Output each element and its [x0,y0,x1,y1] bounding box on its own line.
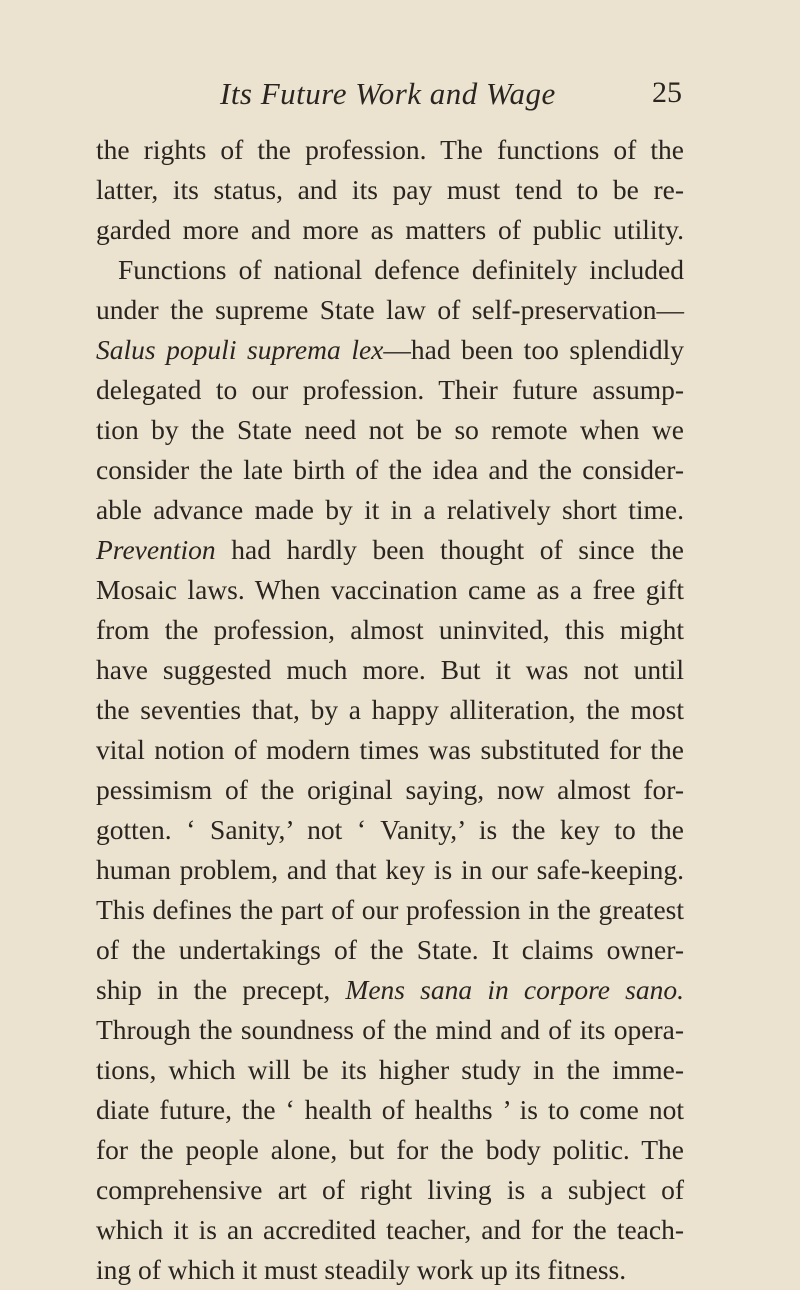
text-line: Functions of national defence definitely included [118,254,684,285]
emphasis-word: Prevention [96,534,216,565]
text-fragment: ship in the precept, [96,974,346,1005]
text-line: diate future, the ‘ health of healths ’ is to come not [96,1094,684,1125]
body-text [96,130,684,1290]
text-line: under the supreme State law of self-preservation— [96,294,684,325]
running-head [100,76,682,116]
text-line: which it is an accredited teacher, and for the teach- [96,1214,684,1245]
text-line: tion by the State need not be so remote when we [96,414,684,445]
text-line: pessimism of the original saying, now almost for- [96,774,684,805]
text-line: ing of which it must steadily work up its fitness. [96,1254,627,1285]
text-line: have suggested much more. But it was not until [96,654,684,685]
text-line: This defines the part of our profession in the greatest [96,894,684,925]
text-line: human problem, and that key is in our safe-keeping. [96,854,684,885]
text-line: vital notion of modern times was substituted for the [96,734,684,765]
text-line: Mosaic laws. When vaccination came as a free gift [96,574,684,605]
text-line: comprehensive art of right living is a subject of [96,1174,684,1205]
text-line: delegated to our profession. Their future assump- [96,374,684,405]
text-fragment: had hardly been thought of since the [215,534,684,565]
text-line: from the profession, almost uninvited, this might [96,614,684,645]
text-line: tions, which will be its higher study in the imme- [96,1054,684,1085]
latin-phrase: Mens sana in corpore sano. [345,974,684,1005]
text-line: for the people alone, but for the body politic. The [96,1134,684,1165]
text-fragment: —had been too splendidly [383,334,684,365]
text-line: latter, its status, and its pay must tend to be re- [96,174,684,205]
text-line: the seventies that, by a happy alliteration, the most [96,694,684,725]
text-line [96,530,684,570]
text-line: the rights of the profession. The functions of the [96,134,684,165]
text-line: Through the soundness of the mind and of its opera- [96,1014,684,1045]
text-line: of the undertakings of the State. It claims owner- [96,934,684,965]
latin-phrase: Salus populi suprema lex [96,334,384,365]
text-line: garded more and more as matters of public utility. [96,214,684,245]
text-line [96,970,684,1010]
text-line: gotten. ‘ Sanity,’ not ‘ Vanity,’ is the key to the [96,814,684,845]
page-number: 25 [652,76,682,109]
text-line: able advance made by it in a relatively short time. [96,494,684,525]
running-title: Its Future Work and Wage [220,76,556,111]
text-line [96,330,684,370]
text-line: consider the late birth of the idea and the consider- [96,454,684,485]
